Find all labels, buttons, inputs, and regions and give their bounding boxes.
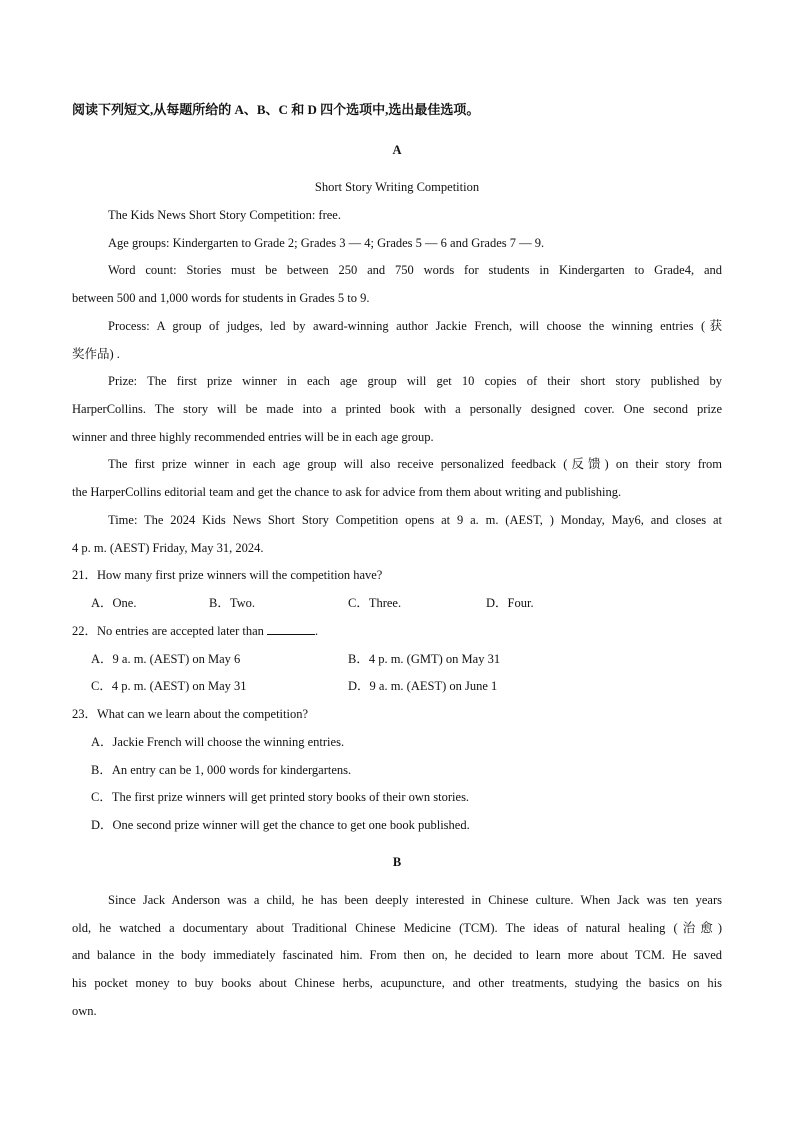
question-22-stem-text: 22．No entries are accepted later than [72, 624, 268, 638]
passage-a-p1: The Kids News Short Story Competition: free. [108, 208, 341, 222]
passage-a-p4-line1: Process: A group of judges, led by award-winning author Jackie French, will choose the winning entries (获 [108, 319, 722, 333]
passage-a-p2: Age groups: Kindergarten to Grade 2; Grades 3 — 4; Grades 5 — 6 and Grades 7 — 9. [108, 236, 545, 250]
passage-a-p6-line1: The first prize winner in each age group will also receive personalized feedback (反馈) on their story from [108, 457, 722, 471]
passage-a-title: Short Story Writing Competition [314, 180, 480, 194]
passage-a-p7-line1: Time: The 2024 Kids News Short Story Competition opens at 9 a. m. (AEST, ) Monday, May6, and closes at [108, 513, 722, 527]
question-22-stem-end: . [315, 624, 319, 638]
question-21-option-d[interactable]: D．Four. [486, 596, 534, 610]
question-22-option-b[interactable]: B．4 p. m. (GMT) on May 31 [348, 652, 501, 666]
passage-b-line4: his pocket money to buy books about Chinese herbs, acupuncture, and other treatments, studying the basics on his [72, 976, 722, 990]
passage-a-p5-line2: HarperCollins. The story will be made into a printed book with a personally designed cover. One second prize [72, 402, 722, 416]
question-22-option-d[interactable]: D．9 a. m. (AEST) on June 1 [348, 679, 498, 693]
answer-blank [267, 623, 315, 635]
question-22-stem [72, 623, 318, 639]
question-23-option-d[interactable]: D．One second prize winner will get the chance to get one book published. [91, 818, 470, 832]
passage-b-line3: and balance in the body immediately fascinated him. From then on, he decided to learn more about TCM. He saved [72, 948, 722, 962]
passage-a-label: A [392, 143, 402, 157]
question-21-option-b[interactable]: B．Two. [209, 596, 256, 610]
passage-a-p5-line1: Prize: The first prize winner in each age group will get 10 copies of their short story published by [108, 374, 722, 388]
passage-b-label: B [392, 855, 402, 869]
passage-a-p6-line2: the HarperCollins editorial team and get the chance to ask for advice from them about writing and publishing. [72, 485, 622, 499]
question-23-option-a[interactable]: A．Jackie French will choose the winning entries. [91, 735, 345, 749]
instruction-text: 阅读下列短文,从每题所给的 A、B、C 和 D 四个选项中,选出最佳选项。 [72, 102, 480, 117]
passage-a-p5-line3: winner and three highly recommended entries will be in each age group. [72, 430, 434, 444]
passage-a-p7-line2: 4 p. m. (AEST) Friday, May 31, 2024. [72, 541, 264, 555]
question-23-option-b[interactable]: B．An entry can be 1, 000 words for kindergartens. [91, 763, 352, 777]
question-21-option-c[interactable]: C．Three. [348, 596, 402, 610]
passage-b-line1: Since Jack Anderson was a child, he has been deeply interested in Chinese culture. When Jack was ten years [108, 893, 722, 907]
question-23-stem: 23．What can we learn about the competition? [72, 707, 309, 721]
question-22-option-a[interactable]: A．9 a. m. (AEST) on May 6 [91, 652, 241, 666]
passage-b-line5: own. [72, 1004, 97, 1018]
passage-a-p4-line2: 奖作品) . [72, 347, 120, 361]
question-21-option-a[interactable]: A．One. [91, 596, 137, 610]
question-21-stem: 21．How many first prize winners will the competition have? [72, 568, 383, 582]
passage-a-p3-line2: between 500 and 1,000 words for students in Grades 5 to 9. [72, 291, 370, 305]
passage-b-line2: old, he watched a documentary about Traditional Chinese Medicine (TCM). The ideas of natural healing (治愈) [72, 921, 722, 935]
passage-a-p3-line1: Word count: Stories must be between 250 and 750 words for students in Kindergarten to Grade4, and [108, 263, 722, 277]
question-23-option-c[interactable]: C．The first prize winners will get printed story books of their own stories. [91, 790, 470, 804]
question-22-option-c[interactable]: C．4 p. m. (AEST) on May 31 [91, 679, 247, 693]
